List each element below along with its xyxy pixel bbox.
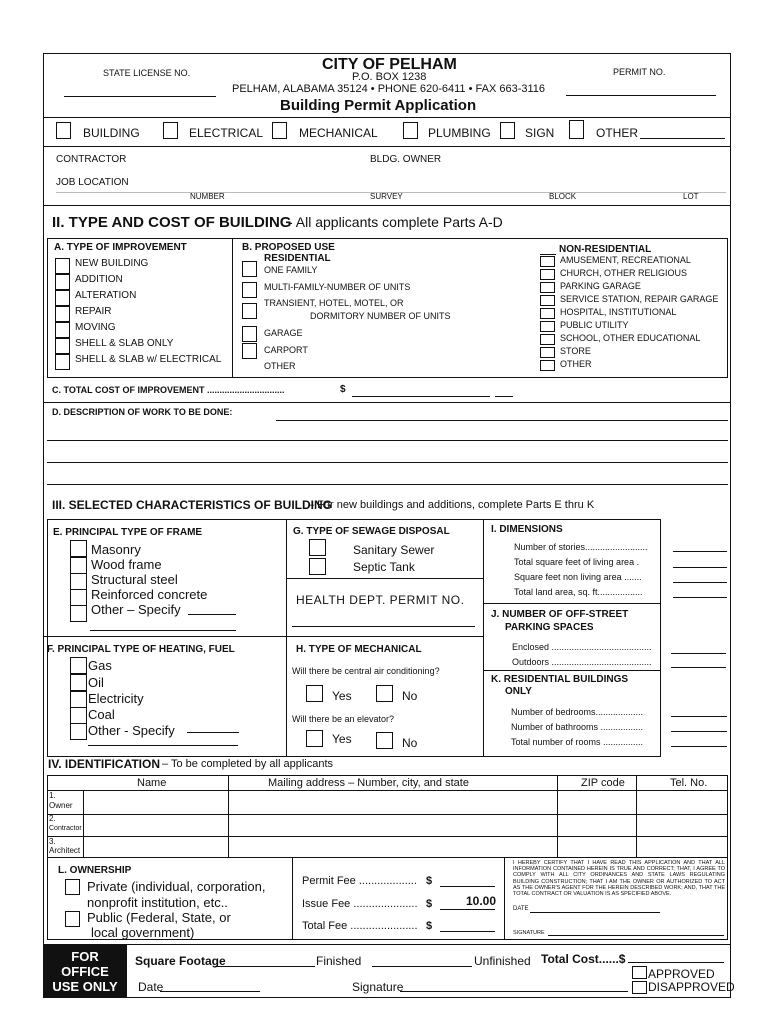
office-signature-line[interactable] [400,991,628,992]
city-name: CITY OF PELHAM [322,56,457,73]
living-area-label: Total square feet of living area . [514,557,640,567]
frame-other-label: Other – Specify [91,602,181,617]
total-cost-line[interactable] [352,396,490,397]
part-j-title: J. NUMBER OF OFF-STREET [491,609,629,620]
description-line-4[interactable] [47,484,728,485]
repair-checkbox[interactable] [55,306,70,322]
bedrooms-input[interactable] [671,716,727,717]
part-f-title: F. PRINCIPAL TYPE OF HEATING, FUEL [47,644,235,655]
nonres-title: NON-RESIDENTIAL [559,244,652,255]
school-checkbox[interactable] [540,334,555,345]
po-box: P.O. BOX 1238 [352,71,427,83]
zip-column-header: ZIP code [581,777,625,789]
total-fee-currency: $ [426,920,433,932]
building-checkbox[interactable] [56,122,71,139]
one-family-label: ONE FAMILY [264,265,318,275]
elevator-no-label: No [402,736,418,750]
frame-other-line[interactable] [188,614,236,615]
frame-other-line-2[interactable] [90,630,236,631]
sanitary-sewer-checkbox[interactable] [309,539,326,556]
part-k-title: K. RESIDENTIAL BUILDINGS [491,674,629,685]
section3-divider-1 [286,519,287,757]
other-label: OTHER [596,126,638,140]
enclosed-label: Enclosed ........................................ [512,642,652,652]
new-building-label: NEW BUILDING [75,258,149,269]
certify-signature-line[interactable] [548,935,724,936]
total-cost-office-line[interactable] [628,962,724,963]
part-a-title: A. TYPE OF IMPROVEMENT [54,242,187,253]
electricity-label: Electricity [88,691,144,706]
total-fee-label: Total Fee ...................... [302,920,418,932]
coal-label: Coal [88,707,115,722]
fuel-other-line[interactable] [187,732,239,733]
ac-no-checkbox[interactable] [376,685,393,702]
shell-slab-electrical-label: SHELL & SLAB w/ ELECTRICAL [75,354,222,365]
certify-signature-label: SIGNATURE [513,930,545,936]
moving-label: MOVING [75,322,116,333]
part-d-label: D. DESCRIPTION OF WORK TO BE DONE: [52,407,233,417]
carport-label: CARPORT [264,345,308,355]
private-checkbox[interactable] [65,879,80,895]
certification-text: I HEREBY CERTIFY THAT I HAVE READ THIS APPLICATION AND THAT ALL INFORMATION CONTAINED HEREIN IS TRUE AND CORRECT; THAT, I AGREE TO COMPLY WITH ALL CITY ORDINANCES AND STATE LAWS REGULATING BUILDING CONSTRUCTION; THAT I AM THE OWNER OR AUTHORIZED TO ACT AS THE OWNER'S AGENT FOR THE HEREIN DESCRIBED WORK; AND, THAT THE TOTAL CONTRACT OR VALUATION IS AS SPECIFIED ABOVE. [513,860,725,898]
section4-title: IV. IDENTIFICATION [48,757,161,771]
multi-family-checkbox[interactable] [242,282,257,298]
part-e-title: E. PRINCIPAL TYPE OF FRAME [53,527,203,538]
plumbing-checkbox[interactable] [403,122,418,139]
section3-subtitle: – For new buildings and additions, complete Parts E thru K [308,499,595,511]
office-label-2: OFFICE [61,964,109,979]
church-checkbox[interactable] [540,269,555,280]
coal-checkbox[interactable] [70,707,87,724]
survey-label: SURVEY [370,192,403,201]
public-checkbox[interactable] [65,911,80,927]
part-c-currency: $ [340,384,346,395]
parking-garage-label: PARKING GARAGE [560,281,641,291]
part-l-title: L. OWNERSHIP [58,865,132,876]
number-label: NUMBER [190,192,225,201]
description-line-1[interactable] [276,420,728,421]
section3-i-line [483,603,661,604]
section3-g-line [286,578,483,579]
permit-fee-input[interactable] [440,886,495,887]
building-label: BUILDING [83,126,140,140]
bedrooms-label: Number of bedrooms................... [511,707,644,717]
sanitary-sewer-label: Sanitary Sewer [353,543,435,557]
office-label-1: FOR [71,949,99,964]
enclosed-input[interactable] [671,653,726,654]
stories-label: Number of stories......................... [514,542,648,552]
moving-checkbox[interactable] [55,322,70,338]
central-air-question: Will there be central air conditioning? [292,666,440,676]
garage-checkbox[interactable] [242,326,257,342]
ownership-divider-2 [504,858,505,940]
private-label: Private (individual, corporation, [87,879,266,894]
sq-footage-line[interactable] [215,966,315,967]
health-permit-label: HEALTH DEPT. PERMIT NO. [296,593,465,607]
owner-row-num: 1. [49,791,56,800]
electrical-checkbox[interactable] [163,122,178,139]
nonres-other-checkbox[interactable] [540,360,555,371]
part-i-title: I. DIMENSIONS [491,524,563,535]
shell-slab-label: SHELL & SLAB ONLY [75,338,174,349]
public-label-2: local government) [91,925,195,940]
alteration-checkbox[interactable] [55,290,70,306]
hospital-label: HOSPITAL, INSTITUTIONAL [560,307,677,317]
septic-tank-checkbox[interactable] [309,558,326,575]
part-k-title-2: ONLY [505,686,532,697]
certify-date-line[interactable] [530,912,660,913]
office-signature-label: Signature [352,980,404,994]
store-checkbox[interactable] [540,347,555,358]
res-other-label: OTHER [264,361,296,371]
frame-other-checkbox[interactable] [70,605,87,622]
part-c-divider [43,402,731,403]
church-label: CHURCH, OTHER RELIGIOUS [560,268,688,278]
description-line-3[interactable] [47,462,728,463]
rooms-input[interactable] [671,746,727,747]
addition-label: ADDITION [75,274,123,285]
health-permit-line[interactable] [292,626,475,627]
carport-checkbox[interactable] [242,343,257,359]
structural-steel-checkbox[interactable] [70,573,87,590]
name-column-header: Name [137,777,167,789]
elevator-question: Will there be an elevator? [292,714,395,724]
reinforced-concrete-label: Reinforced concrete [91,587,208,602]
address-column-header: Mailing address – Number, city, and state [268,777,469,789]
bldg-owner-label: BLDG. OWNER [370,154,442,165]
electricity-checkbox[interactable] [70,691,87,708]
finished-label: Finished [316,954,362,968]
bathrooms-input[interactable] [671,731,727,732]
permit-fee-currency: $ [426,875,433,887]
job-location-label: JOB LOCATION [56,177,129,188]
address-line: PELHAM, ALABAMA 35124 • PHONE 620-6411 • FAX 663-3116 [232,83,546,95]
shell-slab-checkbox[interactable] [55,338,70,354]
reinforced-concrete-checkbox[interactable] [70,589,87,606]
issue-fee-currency: $ [426,898,433,910]
finished-line[interactable] [372,966,472,967]
garage-label: GARAGE [264,328,303,338]
public-label: Public (Federal, State, or [87,910,231,925]
tel-column-header: Tel. No. [670,777,708,789]
id-col-line-0 [83,790,84,858]
transient-checkbox[interactable] [242,303,257,319]
masonry-checkbox[interactable] [70,540,87,557]
section3-j-line [483,670,661,671]
part-b-title: B. PROPOSED USE [242,242,335,253]
part-g-title: G. TYPE OF SEWAGE DISPOSAL [293,526,450,537]
permit-no-line[interactable] [566,95,716,96]
elevator-yes-label: Yes [332,732,352,746]
section3-mid-line [43,636,483,637]
non-living-area-label: Square feet non living area ....... [514,572,642,582]
service-station-label: SERVICE STATION, REPAIR GARAGE [560,294,719,304]
part-j-title-2: PARKING SPACES [505,622,594,633]
oil-checkbox[interactable] [70,674,87,691]
septic-tank-label: Septic Tank [353,560,415,574]
structural-steel-label: Structural steel [91,572,178,587]
wood-frame-label: Wood frame [91,557,162,572]
id-col-line-2 [557,775,558,858]
issue-fee-input[interactable] [440,909,495,910]
part-c-label: C. TOTAL COST OF IMPROVEMENT ............................... [52,385,285,395]
lot-label: LOT [683,192,699,201]
fuel-other-checkbox[interactable] [70,723,87,740]
school-label: SCHOOL, OTHER EDUCATIONAL [560,333,701,343]
gas-checkbox[interactable] [70,657,87,674]
architect-row-label: Architect [49,846,81,855]
permit-no-label: PERMIT NO. [613,67,666,77]
hospital-checkbox[interactable] [540,308,555,319]
private-label-2: nonprofit institution, etc.. [87,895,228,910]
oil-label: Oil [88,675,104,690]
electrical-label: ELECTRICAL [189,126,264,140]
public-utility-checkbox[interactable] [540,321,555,332]
public-utility-label: PUBLIC UTILITY [560,320,629,330]
header-divider [43,117,731,118]
architect-row-num: 3. [49,837,56,846]
sign-label: SIGN [525,126,555,140]
repair-label: REPAIR [75,306,112,317]
mechanical-checkbox[interactable] [272,122,287,139]
living-area-input[interactable] [673,567,727,568]
ac-no-label: No [402,689,418,703]
elevator-yes-checkbox[interactable] [306,730,323,747]
owner-row-label: Owner [49,801,73,810]
transient-label: TRANSIENT, HOTEL, MOTEL, OR [264,298,404,308]
bathrooms-label: Number of bathrooms ................. [511,722,644,732]
other-checkbox[interactable] [569,120,584,139]
residential-title: RESIDENTIAL [264,253,331,264]
stories-input[interactable] [673,551,727,552]
dormitory-label: DORMITORY NUMBER OF UNITS [310,311,451,321]
section4-subtitle: – To be completed by all applicants [162,758,334,770]
plumbing-label: PLUMBING [428,126,491,140]
section2-title: II. TYPE AND COST OF BUILDING [52,214,292,231]
one-family-checkbox[interactable] [242,261,257,277]
addition-checkbox[interactable] [55,274,70,290]
wood-frame-checkbox[interactable] [70,557,87,574]
nonres-other-label: OTHER [560,359,592,369]
certify-date-label: DATE [513,906,529,912]
nonres-top-line [540,254,556,255]
disapproved-label: DISAPPROVED [648,980,735,994]
sign-checkbox[interactable] [500,122,515,139]
elevator-no-checkbox[interactable] [376,732,393,749]
fuel-other-label: Other - Specify [88,723,175,738]
location-divider [43,205,731,206]
alteration-label: ALTERATION [75,290,137,301]
amusement-checkbox[interactable] [540,256,555,267]
total-cost-cents-line[interactable] [495,396,513,397]
approved-checkbox[interactable] [632,966,647,979]
other-line[interactable] [640,138,725,139]
description-line-2[interactable] [47,440,728,441]
total-fee-input[interactable] [440,931,495,932]
section3-divider-2 [483,519,484,757]
section2-subtitle: - All applicants complete Parts A-D [288,214,503,230]
id-header-line [47,790,728,791]
part-h-title: H. TYPE OF MECHANICAL [296,644,422,655]
contractor-row-label: Contractor [49,825,82,832]
id-col-line-1 [228,775,229,858]
block-label: BLOCK [549,192,577,201]
ownership-divider-1 [292,858,293,940]
approved-label: APPROVED [648,967,715,981]
types-divider [43,146,731,147]
unfinished-label: Unfinished [474,954,531,968]
contractor-row-num: 2. [49,814,56,823]
id-row-line-2 [47,836,728,837]
ac-yes-checkbox[interactable] [306,685,323,702]
shell-slab-electrical-checkbox[interactable] [55,354,70,370]
new-building-checkbox[interactable] [55,258,70,274]
contractor-label: CONTRACTOR [56,154,127,165]
service-station-checkbox[interactable] [540,295,555,306]
outdoors-input[interactable] [671,667,726,668]
state-license-label: STATE LICENSE NO. [103,68,191,78]
office-date-label: Date [138,980,164,994]
parking-garage-checkbox[interactable] [540,282,555,293]
issue-fee-value: 10.00 [466,894,497,908]
multi-family-label: MULTI-FAMILY-NUMBER OF UNITS [264,282,411,292]
office-date-line[interactable] [160,991,260,992]
land-area-label: Total land area, sq. ft.................. [514,587,643,597]
non-living-area-input[interactable] [673,582,727,583]
outdoors-label: Outdoors ........................................ [512,657,652,667]
id-col-line-3 [636,775,637,858]
amusement-label: AMUSEMENT, RECREATIONAL [560,255,691,265]
permit-fee-label: Permit Fee ................... [302,875,417,887]
gas-label: Gas [88,658,112,673]
office-label-3: USE ONLY [52,979,118,994]
form-title: Building Permit Application [280,97,477,114]
store-label: STORE [560,346,591,356]
sq-footage-label: Square Footage [135,954,226,968]
id-row-line-1 [47,814,728,815]
fuel-other-line-2[interactable] [88,745,238,746]
rooms-label: Total number of rooms ................ [511,737,644,747]
masonry-label: Masonry [91,542,141,557]
land-area-input[interactable] [673,597,727,598]
disapproved-checkbox[interactable] [632,981,647,994]
state-license-line[interactable] [64,96,216,97]
mechanical-label: MECHANICAL [299,126,378,140]
part-a-divider [232,238,233,378]
section3-title: III. SELECTED CHARACTERISTICS OF BUILDING [52,498,333,512]
total-cost-office-label: Total Cost......$ [541,952,626,966]
issue-fee-label: Issue Fee ..................... [302,898,418,910]
ac-yes-label: Yes [332,689,352,703]
